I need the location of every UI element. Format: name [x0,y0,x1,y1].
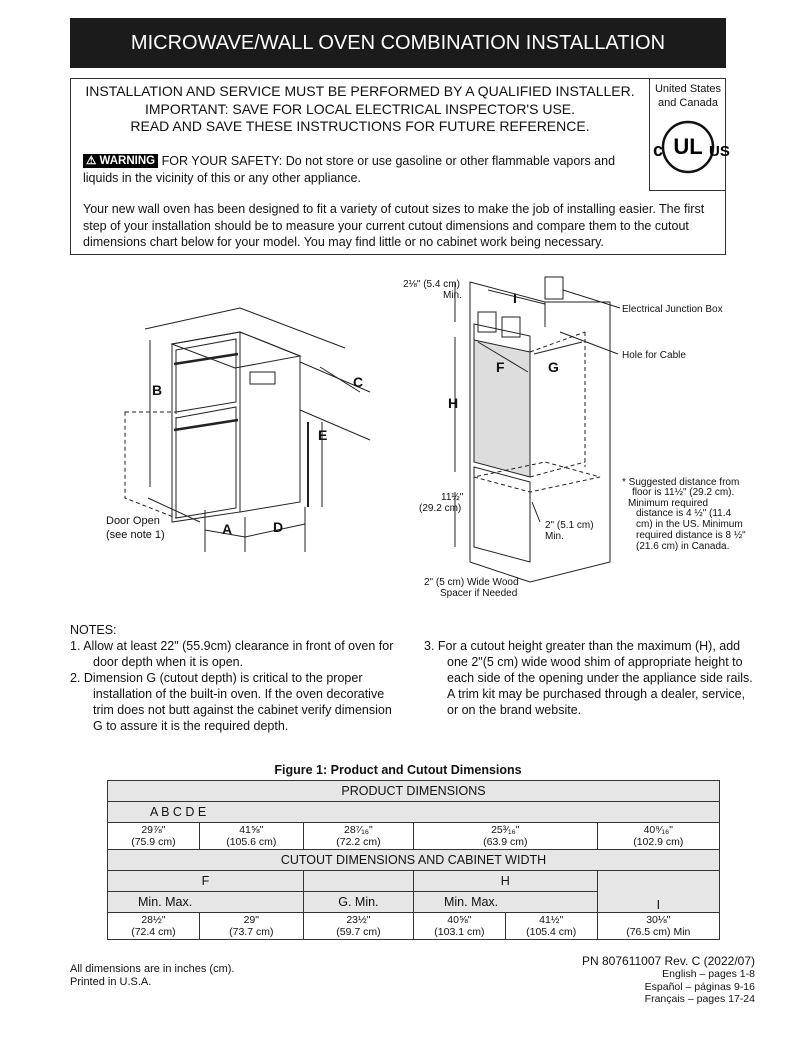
note-1: 1. Allow at least 22" (55.9cm) clearance in front of oven for door depth when it is open. [70,639,394,669]
spanish-pages: Español – páginas 9-16 [644,980,755,993]
dimension-h-label: H [448,395,459,411]
printed-in-note: Printed in U.S.A. [70,976,152,988]
cutout-group-i: I [597,871,719,913]
warning-statement [83,153,643,187]
bottom-distance-cm: (29.2 cm) [419,503,462,514]
cutout-group-g-blank [303,871,413,892]
product-value-c: 28⁷⁄₁₆" (72.2 cm) [303,823,413,850]
cable-hole-label: Hole for Cable [622,350,686,361]
cutout-sub-f: Min. Max. [108,892,304,913]
notes-left [70,622,400,734]
cutout-value-f-min: 28½" (72.4 cm) [108,913,200,940]
product-value-b: 41⅝" (105.6 cm) [199,823,303,850]
cutout-sub-h: Min. Max. [413,892,597,913]
product-value-a: 29⅞" (75.9 cm) [108,823,200,850]
page-title: MICROWAVE/WALL OVEN COMBINATION INSTALLATION [70,18,726,68]
product-value-d: 25³⁄₁₆" (63.9 cm) [413,823,597,850]
dimension-e-label: E [318,427,328,443]
dimension-c-label: C [353,374,364,390]
cutout-value-h-min: 40⅝" (103.1 cm) [413,913,505,940]
dimension-b-label: B [152,382,163,398]
wood-spacer-note: Spacer if Needed [440,588,518,599]
figure-caption: Figure 1: Product and Cutout Dimensions [274,763,522,777]
warning-text: FOR YOUR SAFETY: Do not store or use gasoline or other flammable vapors and liquids in the vicinity of this or any other appliance. [83,154,616,185]
note-2: 2. Dimension G (cutout depth) is critical to the proper installation of the built-in oven. If the oven decorative trim does not butt against the cabinet verify dimension G to assure it is the required depth. [70,671,392,733]
svg-text:c: c [653,140,664,160]
footnote-line-1: * Suggested distance from [622,477,740,488]
top-clearance-label: 2⅛" (5.4 cm) [403,279,460,290]
notice-line-2: IMPORTANT: SAVE FOR LOCAL ELECTRICAL INSPECTOR'S USE. [144,100,576,117]
note-3: 3. For a cutout height greater than the maximum (H), add one 2"(5 cm) wide wood shim of appropriate height to each side of the opening under the appliance side rails. A trim kit may be purchased through a dealer, service, or on the brand website. [424,639,753,717]
dimensions-table [107,780,720,940]
cutout-value-i-min: 30⅛" (76.5 cm) Min [597,913,719,940]
side-clearance-label: 2" (5.1 cm) [545,520,594,531]
notes-right [424,638,754,718]
footer-left [70,963,234,989]
product-column-labels: A B C D E [108,802,720,823]
footnote-line-3: Minimum required [628,498,709,509]
footnote-line-6: required distance is 8 ½" [636,530,746,541]
svg-text:UL: UL [673,134,703,159]
bottom-distance-label: 11½" [441,492,464,503]
cutout-dimensions-header: CUTOUT DIMENSIONS AND CABINET WIDTH [108,850,720,871]
installation-diagram [0,262,802,614]
side-clearance-min: Min. [545,531,564,542]
ul-certification [649,79,730,191]
notes-heading: NOTES: [70,623,117,637]
table-row [108,823,720,850]
safety-notice-box [70,78,730,255]
warning-badge [83,154,158,168]
warning-triangle-icon: ⚠ [86,155,97,167]
footnote-line-5: cm) in the US. Minimum [636,519,743,530]
cutout-value-f-max: 29" (73.7 cm) [199,913,303,940]
wood-spacer-label: 2" (5 cm) Wide Wood [424,577,519,588]
notice-line-1: INSTALLATION AND SERVICE MUST BE PERFORMED BY A QUALIFIED INSTALLER. [85,83,635,99]
part-number: PN 807611007 Rev. C (2022/07) [582,954,755,968]
english-pages: English – pages 1-8 [662,968,755,980]
footnote-line-4: distance is 4 ½" (11.4 [636,508,732,519]
dimension-g-label: G [548,359,559,375]
cutout-sub-g: G. Min. [303,892,413,913]
ul-listing-logo [650,110,730,176]
dimensions-unit-note: All dimensions are in inches (cm). [70,963,235,975]
cutout-group-f: F [108,871,304,892]
footer-right [582,954,755,1006]
door-open-note: (see note 1) [106,529,165,541]
french-pages: Français – pages 17-24 [644,993,755,1005]
ul-region: United States and Canada [654,83,722,109]
warning-badge-label: WARNING [99,155,156,167]
door-open-label: Door Open [106,515,160,527]
product-value-e: 40⁹⁄₁₆" (102.9 cm) [597,823,719,850]
cutout-group-h: H [413,871,597,892]
installer-notice [71,79,649,136]
dimension-i-label: I [513,290,517,306]
dimension-a-label: A [222,521,233,537]
table-row [108,913,720,940]
oven-cutout-illustration [0,262,802,614]
product-dimensions-header: PRODUCT DIMENSIONS [108,781,720,802]
notice-line-3: READ AND SAVE THESE INSTRUCTIONS FOR FUTURE REFERENCE. [130,118,590,134]
top-clearance-min: Min. [443,290,462,301]
intro-paragraph: Your new wall oven has been designed to fit a variety of cutout sizes to make the job of installing easier. The first step of your installation should be to measure your current cutout dimensions and compare them to the cutout dimensions chart below for your model. You may find little or no cabinet work being necessary. [83,202,705,249]
footnote-line-7: (21.6 cm) in Canada. [636,541,730,552]
cutout-value-h-max: 41½" (105.4 cm) [505,913,597,940]
dimension-d-label: D [273,519,284,535]
junction-box-label: Electrical Junction Box [622,304,723,315]
svg-text:US: US [709,143,730,160]
dimension-f-label: F [496,359,505,375]
footnote-line-2: floor is 11½" (29.2 cm). [632,487,735,498]
cutout-value-g-min: 23½" (59.7 cm) [303,913,413,940]
